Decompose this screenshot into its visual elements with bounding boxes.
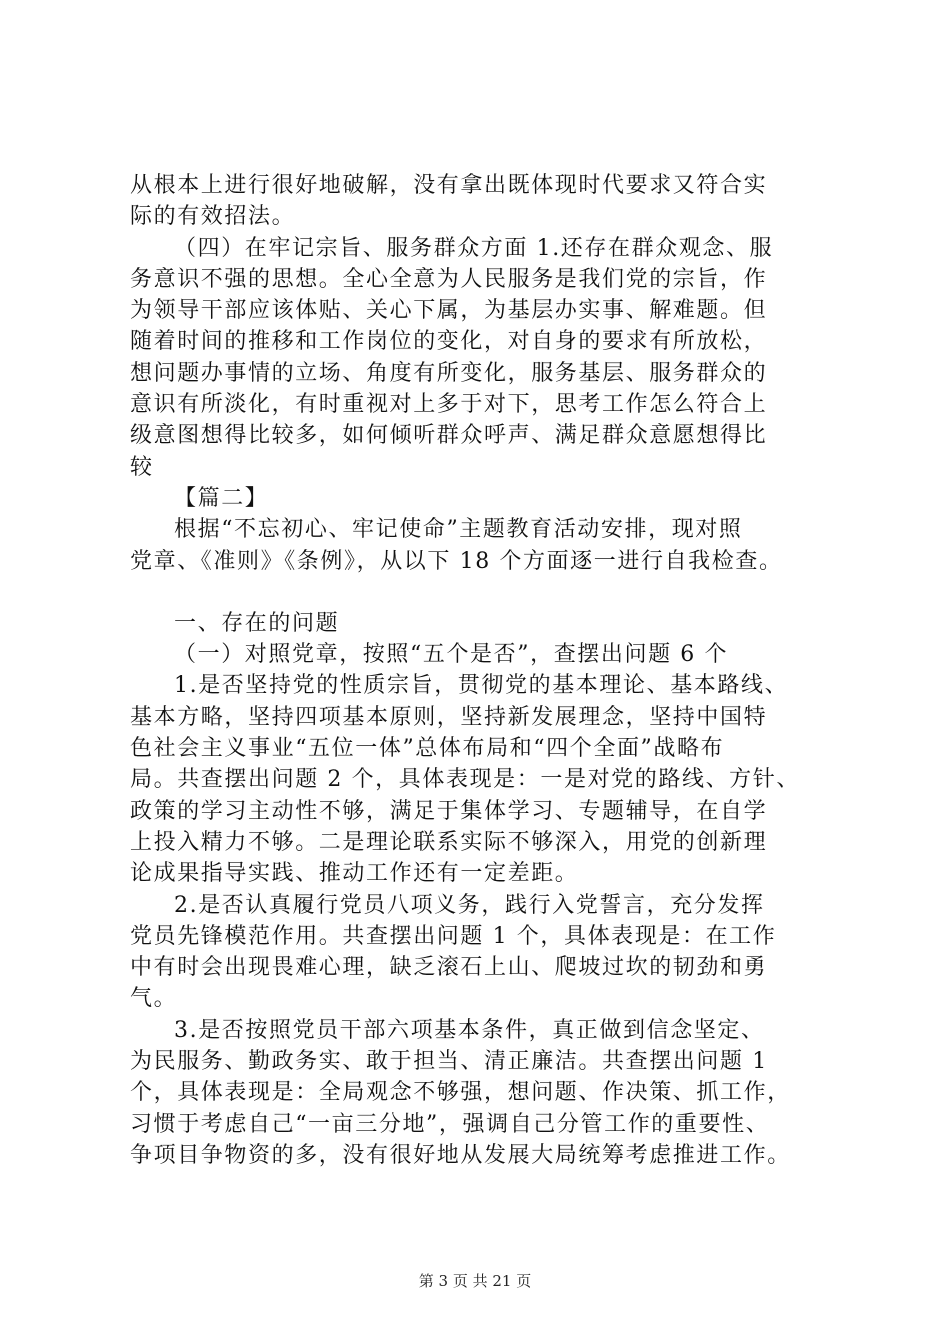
text-line: 气。 xyxy=(130,986,178,1012)
text-line: 3.是否按照党员干部六项基本条件，真正做到信念坚定、 xyxy=(174,1017,765,1043)
text-line: 政策的学习主动性不够，满足于集体学习、专题辅导，在自学 xyxy=(130,798,768,824)
text-line: 务意识不强的思想。全心全意为人民服务是我们党的宗旨，作 xyxy=(130,266,768,292)
text-line: 根据“不忘初心、牢记使命”主题教育活动安排，现对照 xyxy=(174,517,743,543)
text-line: 中有时会出现畏难心理，缺乏滚石上山、爬坡过坎的韧劲和勇 xyxy=(130,955,768,981)
text-line: 想问题办事情的立场、角度有所变化，服务基层、服务群众的 xyxy=(130,360,768,386)
section-heading: 【篇二】 xyxy=(174,485,269,511)
text-line: 从根本上进行很好地破解，没有拿出既体现时代要求又符合实 xyxy=(130,173,768,198)
text-line: 党章、《准则》《条例》，从以下 18 个方面逐一进行自我检查。 xyxy=(130,548,783,574)
text-line: 局。共查摆出问题 2 个，具体表现是：一是对党的路线、方针、 xyxy=(130,767,800,793)
text-line: 较 xyxy=(130,454,154,480)
text-line: 基本方略，坚持四项基本原则，坚持新发展理念，坚持中国特 xyxy=(130,704,768,730)
text-line: 习惯于考虑自己“一亩三分地”，强调自己分管工作的重要性、 xyxy=(130,1111,770,1137)
text-line: 2.是否认真履行党员八项义务，践行入党誓言，充分发挥 xyxy=(174,892,765,918)
text-line: 色社会主义事业“五位一体”总体布局和“四个全面”战略布 xyxy=(130,736,725,762)
text-line: 党员先锋模范作用。共查摆出问题 1 个，具体表现是：在工作 xyxy=(130,923,777,949)
text-line: 为领导干部应该体贴、关心下属，为基层办实事、解难题。但 xyxy=(130,298,768,324)
text-line: 论成果指导实践、推动工作还有一定差距。 xyxy=(130,861,579,887)
text-line: 随着时间的推移和工作岗位的变化，对自身的要求有所放松， xyxy=(130,329,768,355)
text-line: 为民服务、勤政务实、敢于担当、清正廉洁。共查摆出问题 1 xyxy=(130,1049,768,1075)
text-line: 个，具体表现是：全局观念不够强，想问题、作决策、抓工作， xyxy=(130,1080,791,1106)
body-text xyxy=(130,170,830,1171)
text-line: 意识有所淡化，有时重视对上多于对下，思考工作怎么符合上 xyxy=(130,392,768,418)
subsection-heading: （一）对照党章，按照“五个是否”，查摆出问题 6 个 xyxy=(174,642,729,668)
section-heading: 一、存在的问题 xyxy=(174,610,340,636)
page-footer: 第 3 页 共 21 页 xyxy=(418,1272,532,1290)
text-line: 际的有效招法。 xyxy=(130,204,296,230)
text-line: 争项目争物资的多，没有很好地从发展大局统筹考虑推进工作。 xyxy=(130,1142,791,1168)
blank-line xyxy=(130,577,830,608)
text-line: 级意图想得比较多，如何倾听群众呼声、满足群众意愿想得比 xyxy=(130,423,768,449)
text-line: 1.是否坚持党的性质宗旨，贯彻党的基本理论、基本路线、 xyxy=(174,673,789,699)
text-line: 上投入精力不够。二是理论联系实际不够深入，用党的创新理 xyxy=(130,829,768,855)
text-line: （四）在牢记宗旨、服务群众方面 1.还存在群众观念、服 xyxy=(174,235,774,261)
